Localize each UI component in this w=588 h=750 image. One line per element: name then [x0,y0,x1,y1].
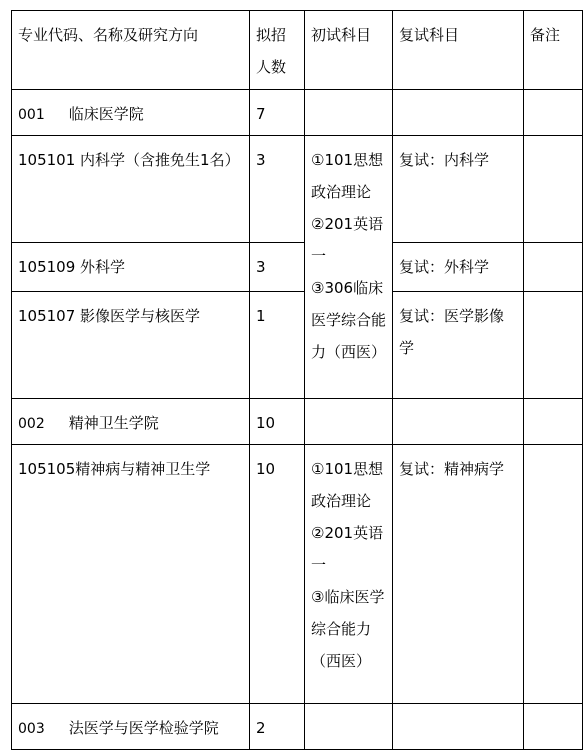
mental-code-name: 105105精神病与精神卫生学 [12,445,250,704]
initial-group2-line3: ③临床医学综合能力（西医） [311,588,385,670]
college-002-initial [305,399,393,445]
internal-quota: 3 [250,136,305,243]
initial-subjects-group2 [305,445,393,704]
initial-subjects-group1 [305,136,393,399]
imaging-note [524,292,583,399]
initial-group1-line3: ③306临床医学综合能力（西医） [311,279,387,361]
header-row [12,11,583,90]
initial-group1-line1: ①101思想政治理论 [311,151,384,201]
initial-group1-line2: ②201英语一 [311,215,384,265]
college-row-003 [12,704,583,750]
college-001-code: 001 [18,107,45,123]
college-001-cell [12,90,250,136]
college-002-cell [12,399,250,445]
imaging-retest: 复试：医学影像学 [393,292,524,399]
header-initial: 初试科目 [305,11,393,90]
internal-code-name: 105101 内科学（含推免生1名） [12,136,250,243]
college-003-note [524,704,583,750]
college-003-code: 003 [18,721,45,737]
college-002-quota: 10 [250,399,305,445]
surgery-quota: 3 [250,243,305,292]
initial-group2-line2: ②201英语一 [311,524,384,574]
internal-retest: 复试：内科学 [393,136,524,243]
mental-retest: 复试：精神病学 [393,445,524,704]
surgery-code-name: 105109 外科学 [12,243,250,292]
admission-table [11,10,583,750]
internal-note [524,136,583,243]
header-note: 备注 [524,11,583,90]
college-003-cell [12,704,250,750]
college-002-retest [393,399,524,445]
mental-quota: 10 [250,445,305,704]
imaging-code-name: 105107 影像医学与核医学 [12,292,250,399]
college-003-initial [305,704,393,750]
college-001-initial [305,90,393,136]
college-002-note [524,399,583,445]
college-001-retest [393,90,524,136]
surgery-retest: 复试：外科学 [393,243,524,292]
college-003-quota: 2 [250,704,305,750]
college-001-quota: 7 [250,90,305,136]
initial-group2-line1: ①101思想政治理论 [311,460,384,510]
major-row-imaging [12,292,583,399]
header-major: 专业代码、名称及研究方向 [12,11,250,90]
college-001-name: 临床医学院 [68,105,144,123]
header-quota: 拟招人数 [250,11,305,90]
mental-note [524,445,583,704]
header-retest: 复试科目 [393,11,524,90]
major-row-mental [12,445,583,704]
college-row-002 [12,399,583,445]
major-row-surgery [12,243,583,292]
college-002-code: 002 [18,416,45,432]
college-003-retest [393,704,524,750]
major-row-internal [12,136,583,243]
college-003-name: 法医学与医学检验学院 [68,719,219,737]
college-row-001 [12,90,583,136]
surgery-note [524,243,583,292]
college-002-name: 精神卫生学院 [68,414,159,432]
imaging-quota: 1 [250,292,305,399]
college-001-note [524,90,583,136]
